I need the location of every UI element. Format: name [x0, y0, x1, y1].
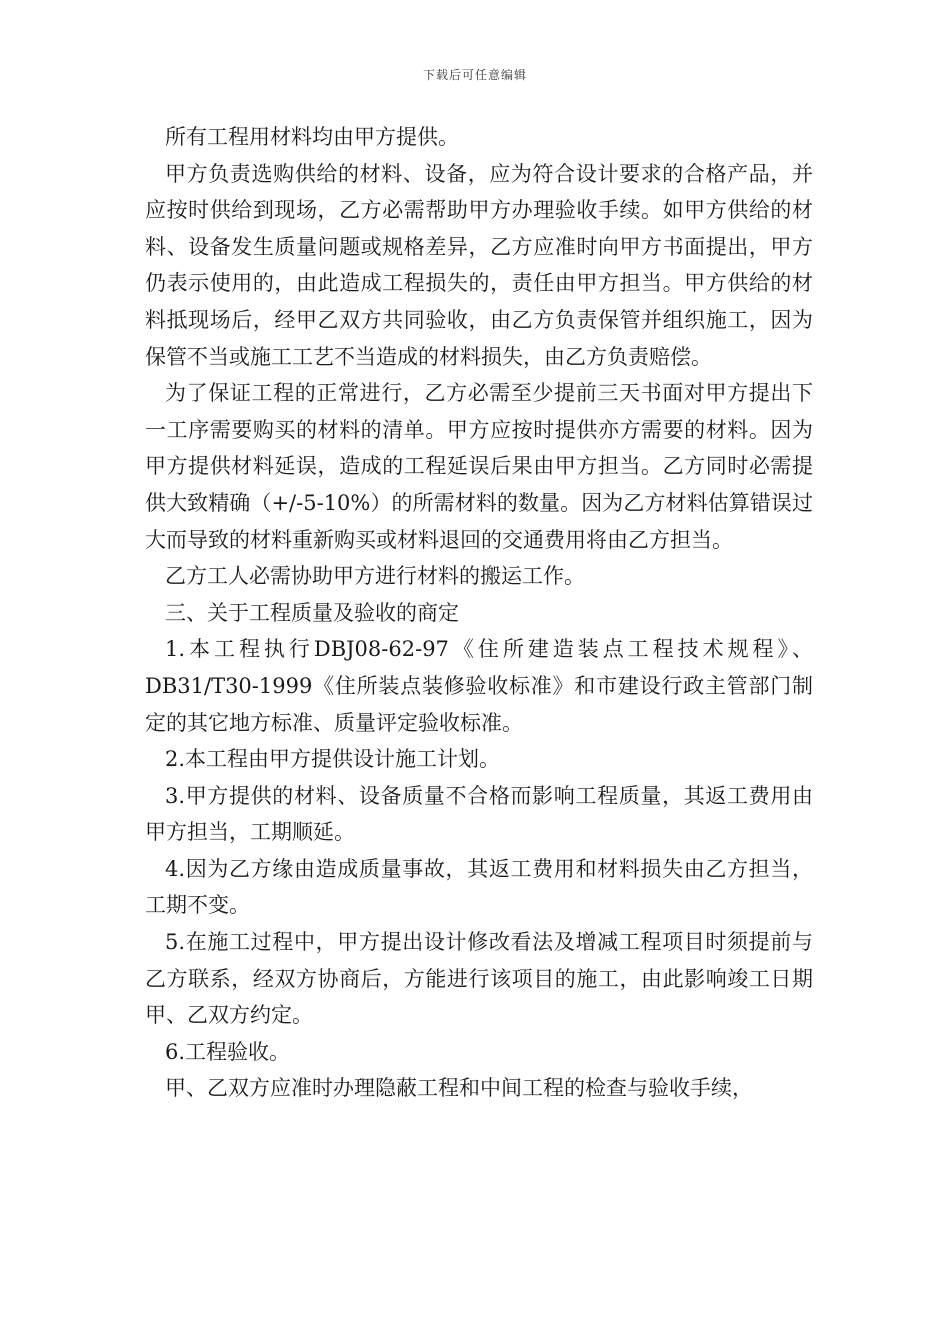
paragraph-party-a-responsibility: 甲方负责选购供给的材料、设备，应为符合设计要求的合格产品，并应按时供给到现场，乙方必需帮助甲方办理验收手续。如甲方供给的材料、设备发生质量问题或规格差异，乙方应准时向甲方书面提出，甲方仍表示使用的，由此造成工程损失的，责任由甲方担当。甲方供给的材料抵现场后，经甲乙双方共同验收，由乙方负责保管并组织施工，因为保管不当或施工工艺不当造成的材料损失，由乙方负责赔偿。: [145, 161, 813, 369]
clause-2: 2.本工程由甲方提供设计施工计划。: [165, 747, 501, 772]
paragraph-material-handling: 乙方工人必需协助甲方进行材料的搬运工作。: [165, 564, 585, 589]
paragraph-material-list: 为了保证工程的正常进行，乙方必需至少提前三天书面对甲方提出下一工序需要购买的材料的清单。甲方应按时提供亦方需要的材料。因为甲方提供材料延误，造成的工程延误后果由甲方担当。乙方同时必需提供大致精确（+/-5-10%）的所需材料的数量。因为乙方材料估算错误过大而导致的材料重新购买或材料退回的交通费用将由乙方担当。: [145, 381, 813, 552]
clause-6: 6.工程验收。: [165, 1039, 291, 1064]
clause-1: 1.本工程执行DBJ08-62-97《住所建造装点工程技术规程》、DB31/T30-1999《住所装点装修验收标准》和市建设行政主管部门制定的其它地方标准、质量评定验收标准。: [145, 637, 813, 735]
page-header: 下载后可任意编辑: [422, 68, 527, 82]
clause-4: 4.因为乙方缘由造成质量事故，其返工费用和材料损失由乙方担当，工期不变。: [145, 856, 813, 918]
document-body: [145, 119, 813, 1107]
paragraph-materials-supply: 所有工程用材料均由甲方提供。: [165, 125, 459, 149]
clause-3: 3.甲方提供的材料、设备质量不合格而影响工程质量，其返工费用由甲方担当，工期顺延。: [145, 783, 813, 845]
section-heading-quality: 三、关于工程质量及验收的商定: [165, 600, 459, 625]
paragraph-acceptance: 甲、乙双方应准时办理隐蔽工程和中间工程的检查与验收手续，: [165, 1076, 753, 1101]
clause-5: 5.在施工过程中，甲方提出设计修改看法及增减工程项目时须提前与乙方联系，经双方协商后，方能进行该项目的施工，由此影响竣工日期甲、乙双方约定。: [145, 930, 813, 1028]
